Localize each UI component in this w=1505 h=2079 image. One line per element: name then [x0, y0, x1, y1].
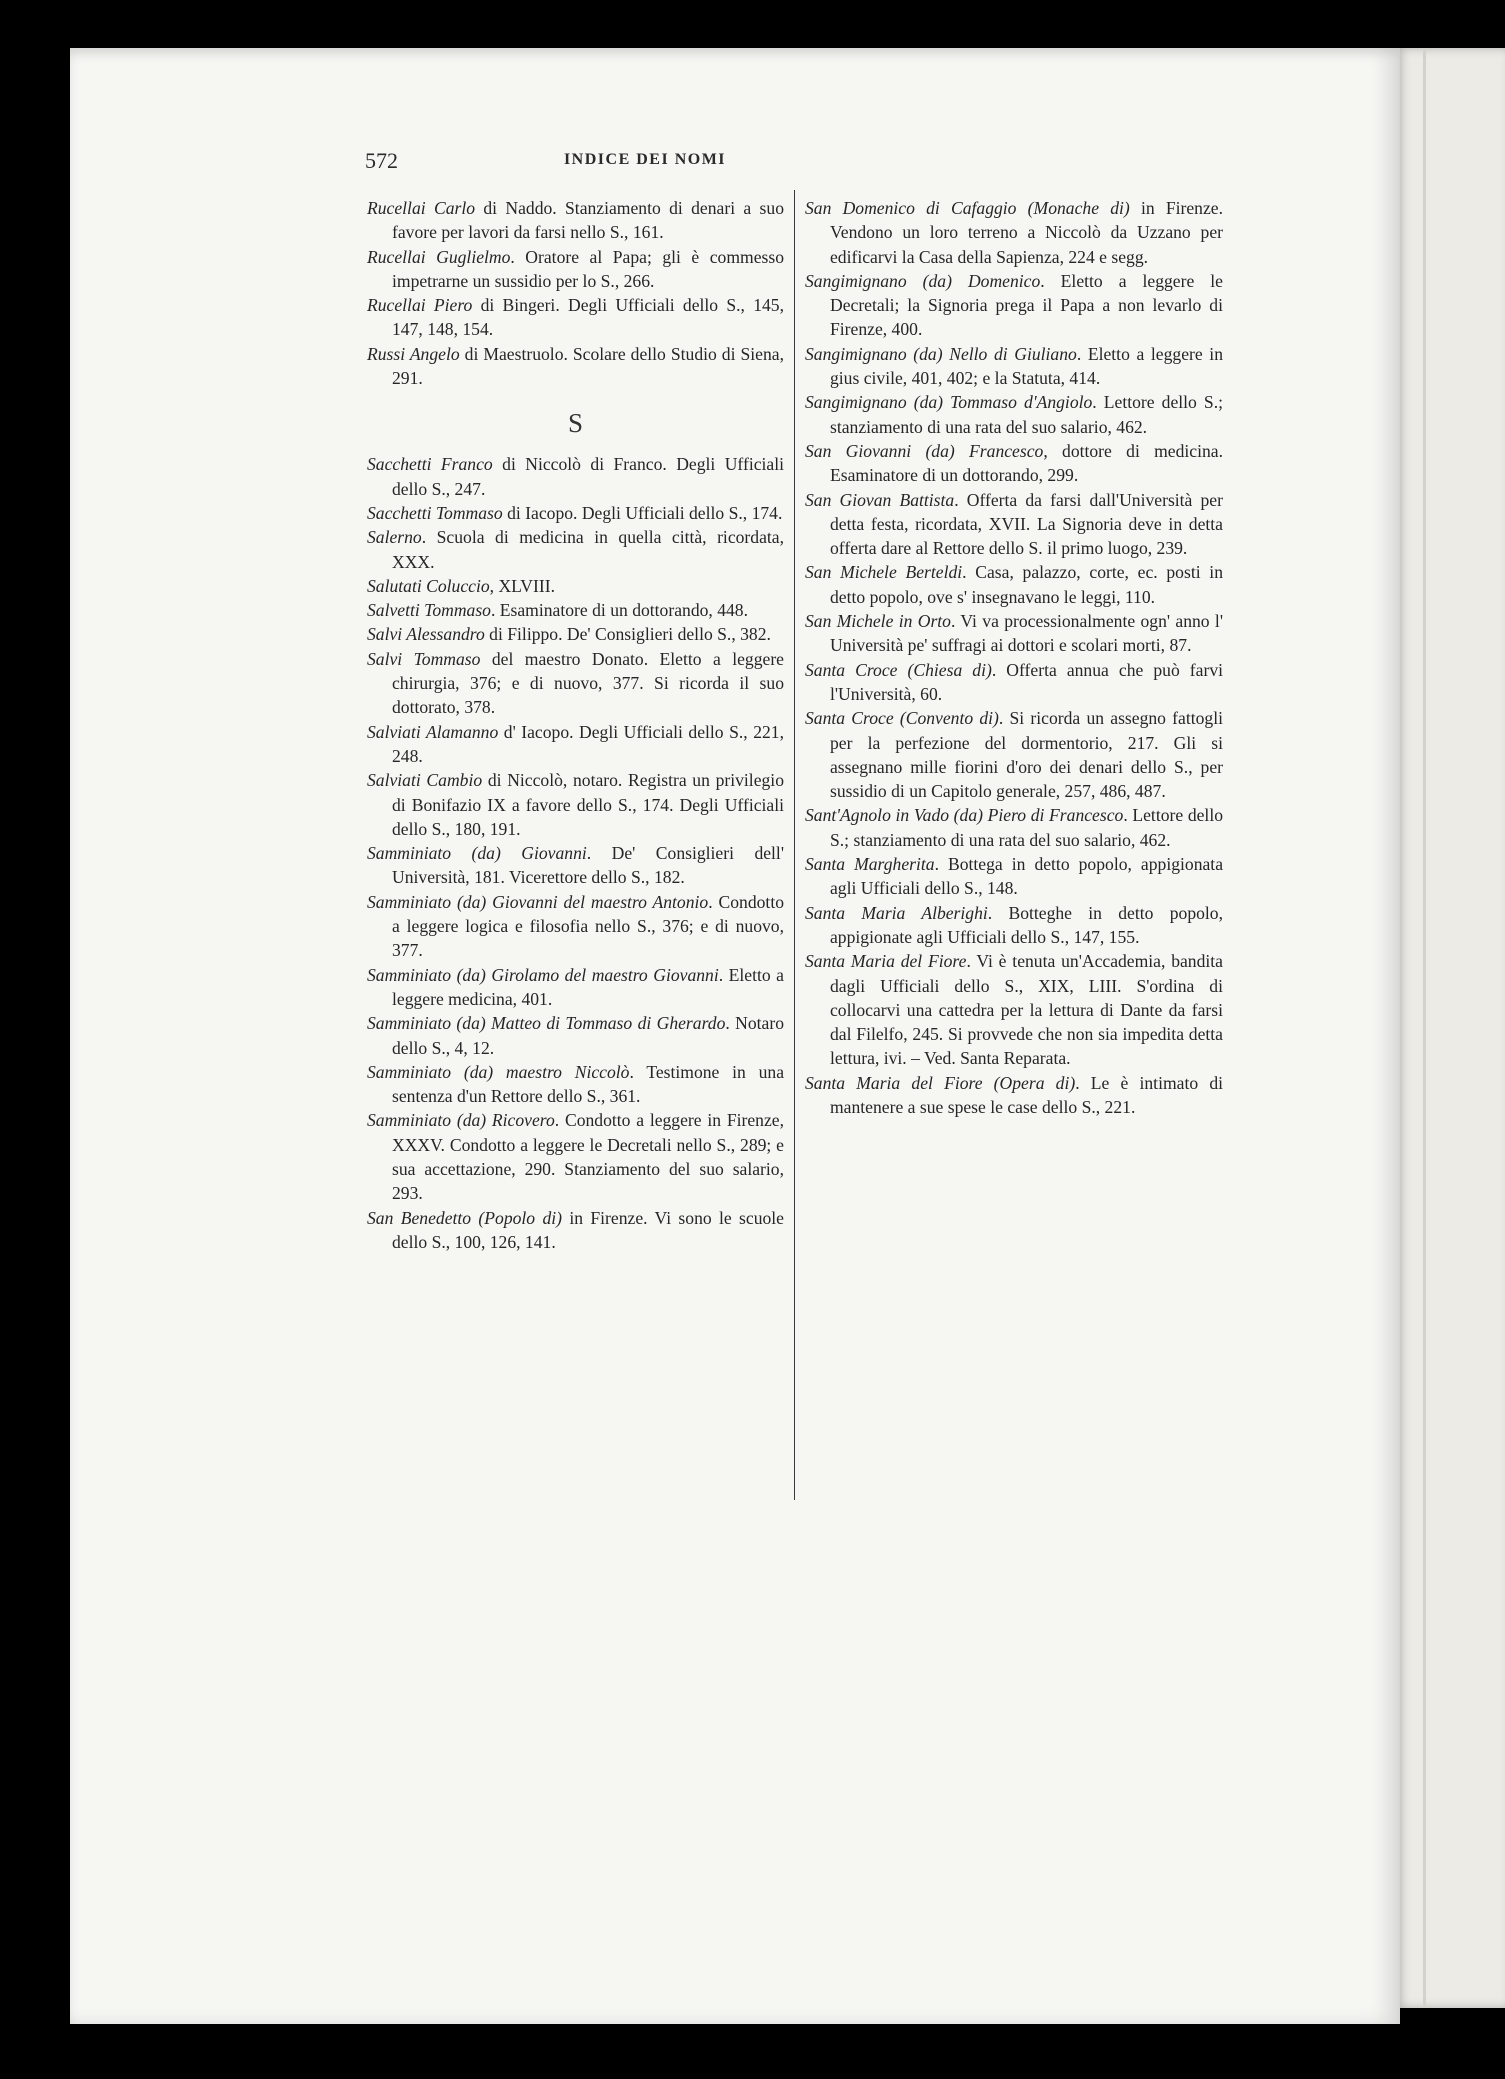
- entry-text: . Vi è tenuta un'Accademia, bandita dagli Ufficiali dello S., XIX, LIII. S'ordina di collocarvi una cattedra per la lettura di Dante da farsi dal Filelfo, 245. Si provvede che non sia impedita detta lettura, ivi. – Ved. Santa Reparata.: [830, 951, 1223, 1069]
- entry-text: del maestro Donato. Eletto a leggere chirurgia, 376; e di nuovo, 377. Si ricorda il suo dottorato, 378.: [392, 648, 784, 718]
- entry-name: Salutati Coluccio: [367, 575, 490, 596]
- entry-text: . Testimone in una sentenza d'un Rettore dello S., 361.: [392, 1061, 785, 1107]
- entries-group-s-continued: [805, 196, 1223, 1119]
- entry-name: Samminiato (da) maestro Niccolò: [367, 1061, 630, 1082]
- adjacent-page-edge: [1395, 48, 1505, 2008]
- index-entry: [805, 901, 1223, 950]
- entry-text: . Botteghe in detto popolo, appigionate agli Ufficiali dello S., 147, 155.: [830, 902, 1223, 947]
- column-divider: [794, 190, 795, 1500]
- entry-text: , dottore di medicina. Esaminatore di un dottorando, 299.: [830, 440, 1224, 486]
- entry-text: . Scuola di medicina in quella città, ricordata, XXX.: [392, 527, 784, 572]
- index-entry: [367, 841, 784, 890]
- index-entry: [367, 501, 784, 525]
- index-column-right: [805, 196, 1223, 1119]
- entry-name: San Domenico di Cafaggio (Monache di): [805, 198, 1130, 218]
- index-entry: [805, 658, 1223, 707]
- entry-text: . Lettore dello S.; stanziamento di una rata del suo salario, 462.: [830, 805, 1223, 850]
- entry-name: Santa Maria del Fiore: [805, 951, 967, 972]
- index-entry: [805, 852, 1223, 901]
- entry-text: . Notaro dello S., 4, 12.: [392, 1013, 785, 1058]
- entry-text: di Bingeri. Degli Ufficiali dello S., 145, 147, 148, 154.: [392, 295, 784, 340]
- entry-name: San Giovan Battista: [805, 489, 955, 510]
- entries-group-s: [367, 452, 784, 1254]
- index-entry: [367, 293, 784, 342]
- entry-name: Sant'Agnolo in Vado (da) Piero di Francesco: [805, 805, 1124, 826]
- page-edge-line: [1423, 48, 1426, 2008]
- entry-name: San Michele Berteldi: [805, 562, 963, 583]
- entry-name: Salvi Tommaso: [367, 648, 481, 669]
- index-entry: [805, 488, 1223, 561]
- entry-name: Sacchetti Franco: [367, 454, 493, 475]
- index-entry: [367, 647, 784, 720]
- entry-text: di Iacopo. Degli Ufficiali dello S., 174.: [502, 502, 783, 523]
- index-entry: [367, 963, 784, 1012]
- entry-text: . Le è intimato di mantenere a sue spese le case dello S., 221.: [830, 1072, 1223, 1117]
- entry-name: Samminiato (da) Girolamo del maestro Giovanni: [367, 964, 719, 985]
- entry-name: Rucellai Piero: [367, 295, 473, 316]
- entry-name: Salvi Alessandro: [367, 624, 485, 645]
- index-entry: [805, 342, 1223, 391]
- index-entry: [805, 706, 1223, 803]
- index-entry: [805, 609, 1223, 658]
- entry-name: Salviati Cambio: [367, 770, 483, 791]
- entry-text: . De' Consiglieri dell' Università, 181. Vicerettore dello S., 182.: [392, 843, 784, 888]
- index-entry: [367, 768, 784, 841]
- entry-name: Santa Croce (Chiesa di): [805, 659, 992, 680]
- index-entry: [367, 196, 784, 245]
- index-entry: [805, 803, 1223, 852]
- entry-text: . Eletto a leggere in gius civile, 401, 402; e la Statuta, 414.: [830, 343, 1223, 389]
- index-entry: [367, 720, 784, 769]
- index-entry: [805, 439, 1223, 488]
- index-entry: [367, 1011, 784, 1060]
- entry-text: , XLVIII.: [489, 575, 555, 596]
- entry-name: Sangimignano (da) Nello di Giuliano: [805, 343, 1077, 364]
- entry-text: di Filippo. De' Consiglieri dello S., 382.: [484, 624, 771, 645]
- entry-text: . Esaminatore di un dottorando, 448.: [490, 600, 749, 621]
- entries-group-r: [367, 196, 784, 390]
- index-entry: [367, 1060, 784, 1109]
- entry-name: Santa Maria Alberighi: [805, 902, 988, 923]
- entry-name: San Giovanni (da) Francesco: [805, 440, 1044, 461]
- entry-name: Samminiato (da) Giovanni: [367, 843, 587, 864]
- index-entry: [805, 269, 1223, 342]
- index-entry: [367, 574, 784, 598]
- entry-name: Santa Maria del Fiore (Opera di): [805, 1072, 1076, 1093]
- entry-name: San Benedetto (Popolo di): [367, 1207, 562, 1228]
- entry-text: . Eletto a leggere medicina, 401.: [392, 964, 784, 1009]
- index-entry: [367, 342, 784, 391]
- index-entry: [367, 1108, 784, 1205]
- index-column-left: [367, 196, 784, 1254]
- entry-text: in Firenze. Vi sono le scuole dello S., 100, 126, 141.: [392, 1207, 784, 1252]
- entry-text: . Si ricorda un assegno fattogli per la perfezione del dormentorio, 217. Gli si assegnano mille fiorini d'oro dei denari dello S., per sussidio di un Capitolo generale, 257, 486, 487.: [830, 708, 1223, 802]
- index-entry: [367, 890, 784, 963]
- index-entry: [367, 525, 784, 574]
- page-number: 572: [365, 148, 398, 173]
- page-title: INDICE DEI NOMI: [563, 151, 727, 168]
- entry-text: . Casa, palazzo, corte, ec. posti in detto popolo, ove s' insegnavano le leggi, 110.: [830, 562, 1223, 607]
- entry-name: San Michele in Orto: [805, 611, 951, 632]
- entry-text: . Oratore al Papa; gli è commesso impetrarne un sussidio per lo S., 266.: [392, 246, 784, 291]
- entry-text: d' Iacopo. Degli Ufficiali dello S., 221, 248.: [392, 721, 784, 766]
- index-entry: [805, 1071, 1223, 1120]
- index-entry: [367, 245, 784, 294]
- entry-text: . Condotto a leggere logica e filosofia nello S., 376; e di nuovo, 377.: [392, 891, 785, 961]
- index-entry: [805, 949, 1223, 1070]
- index-entry: [805, 196, 1223, 269]
- entry-name: Rucellai Carlo: [367, 198, 476, 218]
- entry-name: Samminiato (da) Giovanni del maestro Antonio: [367, 891, 709, 912]
- entry-name: Rucellai Guglielmo: [367, 246, 511, 267]
- entry-name: Russi Angelo: [367, 343, 460, 364]
- entry-text: . Vi va processionalmente ogn' anno l' Università pe' suffragi ai dottori e scolari morti, 87.: [830, 611, 1223, 656]
- entry-text: . Eletto a leggere le Decretali; la Signoria prega il Papa a non levarlo di Firenze, 400.: [830, 270, 1223, 340]
- entry-text: di Niccolò, notaro. Registra un privilegio di Bonifazio IX a favore dello S., 174. Degli Ufficiali dello S., 180, 191.: [392, 770, 784, 839]
- entry-name: Salviati Alamanno: [367, 721, 499, 742]
- index-entry: [805, 560, 1223, 609]
- entry-name: Samminiato (da) Ricovero: [367, 1110, 555, 1131]
- section-letter: S: [567, 408, 584, 439]
- entry-text: . Offerta da farsi dall'Università per detta festa, ricordata, XVII. La Signoria deve in detta offerta dare al Rettore dello S. il primo luogo, 239.: [830, 489, 1223, 559]
- running-head: [365, 148, 925, 178]
- entry-name: Samminiato (da) Matteo di Tommaso di Gherardo: [367, 1013, 726, 1034]
- entry-text: . Offerta annua che può farvi l'Università, 60.: [830, 659, 1224, 704]
- entry-text: . Bottega in detto popolo, appigionata agli Ufficiali dello S., 148.: [830, 854, 1224, 899]
- entry-text: di Maestruolo. Scolare dello Studio di Siena, 291.: [392, 343, 784, 389]
- index-entry: [367, 1206, 784, 1255]
- entry-name: Salvetti Tommaso: [367, 600, 491, 621]
- index-entry: [367, 452, 784, 501]
- entry-text: di Niccolò di Franco. Degli Ufficiali dello S., 247.: [392, 454, 784, 499]
- entry-name: Santa Margherita: [805, 854, 935, 875]
- entry-name: Sangimignano (da) Tommaso d'Angiolo: [805, 392, 1093, 413]
- entry-name: Salerno: [367, 527, 422, 548]
- entry-name: Sacchetti Tommaso: [367, 502, 503, 523]
- entry-text: . Condotto a leggere in Firenze, XXXV. Condotto a leggere le Decretali nello S., 289; e sua accettazione, 290. Stanziamento del suo salario, 293.: [392, 1110, 784, 1204]
- entry-name: Sangimignano (da) Domenico: [805, 270, 1041, 291]
- entry-text: di Naddo. Stanziamento di denari a suo favore per lavori da farsi nello S., 161.: [392, 198, 784, 243]
- index-entry: [367, 622, 784, 646]
- index-entry: [367, 598, 784, 622]
- entry-name: Santa Croce (Convento di): [805, 708, 999, 729]
- entry-text: . Lettore dello S.; stanziamento di una rata del suo salario, 462.: [830, 392, 1223, 437]
- entry-text: in Firenze. Vendono un loro terreno a Niccolò da Uzzano per edificarvi la Casa della Sapienza, 224 e segg.: [830, 198, 1223, 267]
- index-entry: [805, 390, 1223, 439]
